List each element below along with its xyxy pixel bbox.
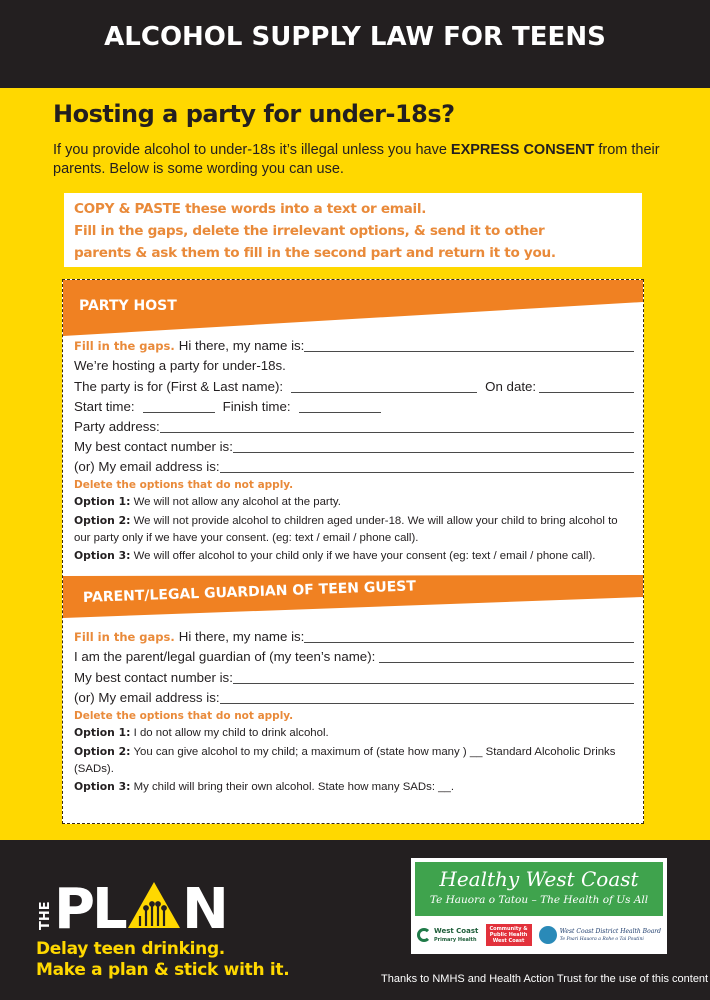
logo-plan-letters: [54, 880, 229, 930]
host-time-row: [74, 397, 634, 417]
logo-plan-text: PL: [54, 880, 125, 930]
hwc-banner: [415, 862, 663, 916]
guardian-email-row: [74, 688, 634, 708]
guardian-option-3-text: My child will bring their own alcohol. State how many SADs: __.: [133, 780, 454, 793]
finish-time-field[interactable]: [299, 398, 381, 413]
host-fill-note: Fill in the gaps.: [74, 339, 175, 354]
guardian-option-2: [74, 743, 634, 778]
host-email-row: [74, 457, 634, 477]
guardian-option-2-label: Option 2:: [74, 744, 131, 758]
community-public-health-logo: Community & Public Health West Coast: [486, 924, 532, 946]
address-field[interactable]: [160, 418, 634, 433]
host-option-1-text: We will not allow any alcohol at the party.: [133, 496, 341, 509]
guardian-email-label: (or) My email address is:: [74, 689, 220, 705]
start-time-label: Start time:: [74, 398, 135, 414]
hwc-subtitle: Te Hauora o Tatou – The Health of Us All: [429, 894, 649, 906]
teen-name-field[interactable]: [379, 648, 634, 663]
guardian-form: [74, 627, 634, 796]
start-time-field[interactable]: [143, 398, 215, 413]
logo-the-vertical: [38, 901, 53, 930]
on-date-field[interactable]: [539, 378, 634, 393]
host-hosting-text: We’re hosting a party for under-18s.: [74, 358, 286, 374]
swirl-icon: [417, 928, 431, 942]
copy-paste-instructions: [64, 193, 642, 267]
host-name-row: [74, 336, 634, 356]
west-coast-primary-health-logo: [417, 927, 478, 943]
intro-text-after: from their parents. Below is some wording you can use.: [53, 142, 660, 177]
cut-out-form-box: [62, 279, 644, 824]
host-name-field[interactable]: [304, 337, 634, 352]
intro-text-before: If you provide alcohol to under-18s it’s illegal unless you have: [53, 142, 451, 158]
guardian-option-1-label: Option 1:: [74, 725, 131, 739]
party-for-field[interactable]: [291, 378, 477, 393]
partner1-sub: Primary Health: [434, 937, 477, 943]
thanks-credit: Thanks to NMHS and Health Action Trust for the use of this content: [381, 973, 709, 985]
guardian-contact-field[interactable]: [233, 669, 634, 684]
hwc-title: Healthy West Coast: [439, 867, 639, 891]
guardian-contact-label: My best contact number is:: [74, 669, 233, 685]
partner1-name: West Coast: [434, 927, 479, 935]
finish-time-label: Finish time:: [222, 398, 291, 414]
instruction-line-1: COPY & PASTE these words into a text or email.: [74, 201, 427, 217]
intro-paragraph: [53, 141, 673, 179]
party-host-banner: [63, 280, 643, 337]
on-date-label: On date:: [485, 378, 537, 394]
partner3-sub: Te Poari Hauora a Rohe o Tai Poutini: [559, 936, 644, 942]
guardian-teen-row: [74, 647, 634, 667]
tagline: [36, 939, 289, 981]
host-option-3-label: Option 3:: [74, 549, 131, 563]
globe-icon: [539, 926, 557, 944]
host-address-row: [74, 417, 634, 437]
host-option-2-label: Option 2:: [74, 514, 131, 528]
host-contact-row: [74, 437, 634, 457]
host-option-1: [74, 493, 634, 511]
party-for-label: The party is for (First & Last name):: [74, 378, 284, 394]
logo-n-text: N: [182, 880, 229, 930]
guardian-option-3: [74, 778, 634, 796]
host-name-label: Hi there, my name is:: [178, 338, 305, 354]
guardian-delete-note: Delete the options that do not apply.: [74, 709, 294, 722]
healthy-west-coast-badge: [411, 858, 667, 954]
partner-logos: [417, 920, 661, 950]
top-title-bar: [0, 0, 710, 88]
host-option-2: [74, 512, 634, 547]
partner3-name: West Coast District Health Board: [559, 927, 661, 935]
host-party-for-row: [74, 376, 634, 396]
guardian-email-field[interactable]: [220, 689, 634, 704]
guardian-option-2-text: You can give alcohol to my child; a maximum of (state how many ) __ Standard Alcoholic Drinks (SADs).: [74, 745, 616, 775]
teen-name-label: I am the parent/legal guardian of (my teen’s name):: [74, 649, 376, 665]
host-email-label: (or) My email address is:: [74, 459, 220, 475]
host-option-2-text: We will not provide alcohol to children aged under-18. We will allow your child to bring alcohol to our party only if we have your consent. (eg: text / email / phone call).: [74, 515, 618, 545]
tagline-line-1: Delay teen drinking.: [36, 939, 225, 959]
wcdhb-logo: [539, 926, 661, 944]
the-plan-logo: [36, 880, 236, 930]
guardian-name-field[interactable]: [304, 628, 634, 643]
guardian-title: PARENT/LEGAL GUARDIAN OF TEEN GUEST: [82, 578, 417, 606]
instruction-line-3: parents & ask them to fill in the second part and return it to you.: [74, 245, 556, 261]
logo-the-text: THE: [38, 901, 53, 930]
host-option-1-label: Option 1:: [74, 495, 131, 509]
party-host-title: PARTY HOST: [79, 298, 177, 314]
guardian-option-3-label: Option 3:: [74, 779, 131, 793]
guardian-banner: [63, 575, 643, 619]
host-option-3-text: We will offer alcohol to your child only if we have your consent (eg: text / email / phone call).: [133, 550, 596, 563]
guardian-option-1-text: I do not allow my child to drink alcohol.: [133, 726, 329, 739]
host-hosting-row: [74, 356, 634, 376]
host-email-field[interactable]: [220, 458, 634, 473]
guardian-fill-note: Fill in the gaps.: [74, 630, 175, 645]
intro-express-consent: EXPRESS CONSENT: [450, 142, 595, 158]
tagline-line-2: Make a plan & stick with it.: [36, 960, 290, 980]
footer-bar: [0, 840, 710, 1000]
page-title: ALCOHOL SUPPLY LAW FOR TEENS: [104, 22, 606, 52]
host-delete-note: Delete the options that do not apply.: [74, 479, 294, 492]
guardian-name-row: [74, 627, 634, 647]
party-host-form: [74, 336, 634, 565]
guardian-option-1: [74, 724, 634, 742]
instruction-line-2: Fill in the gaps, delete the irrelevant options, & send it to other: [74, 223, 545, 239]
guardian-contact-row: [74, 667, 634, 687]
headline: Hosting a party for under-18s?: [53, 100, 455, 128]
address-label: Party address:: [74, 418, 160, 434]
host-contact-label: My best contact number is:: [74, 439, 233, 455]
host-contact-field[interactable]: [233, 438, 634, 453]
guardian-name-label: Hi there, my name is:: [178, 629, 305, 645]
host-option-3: [74, 547, 634, 565]
